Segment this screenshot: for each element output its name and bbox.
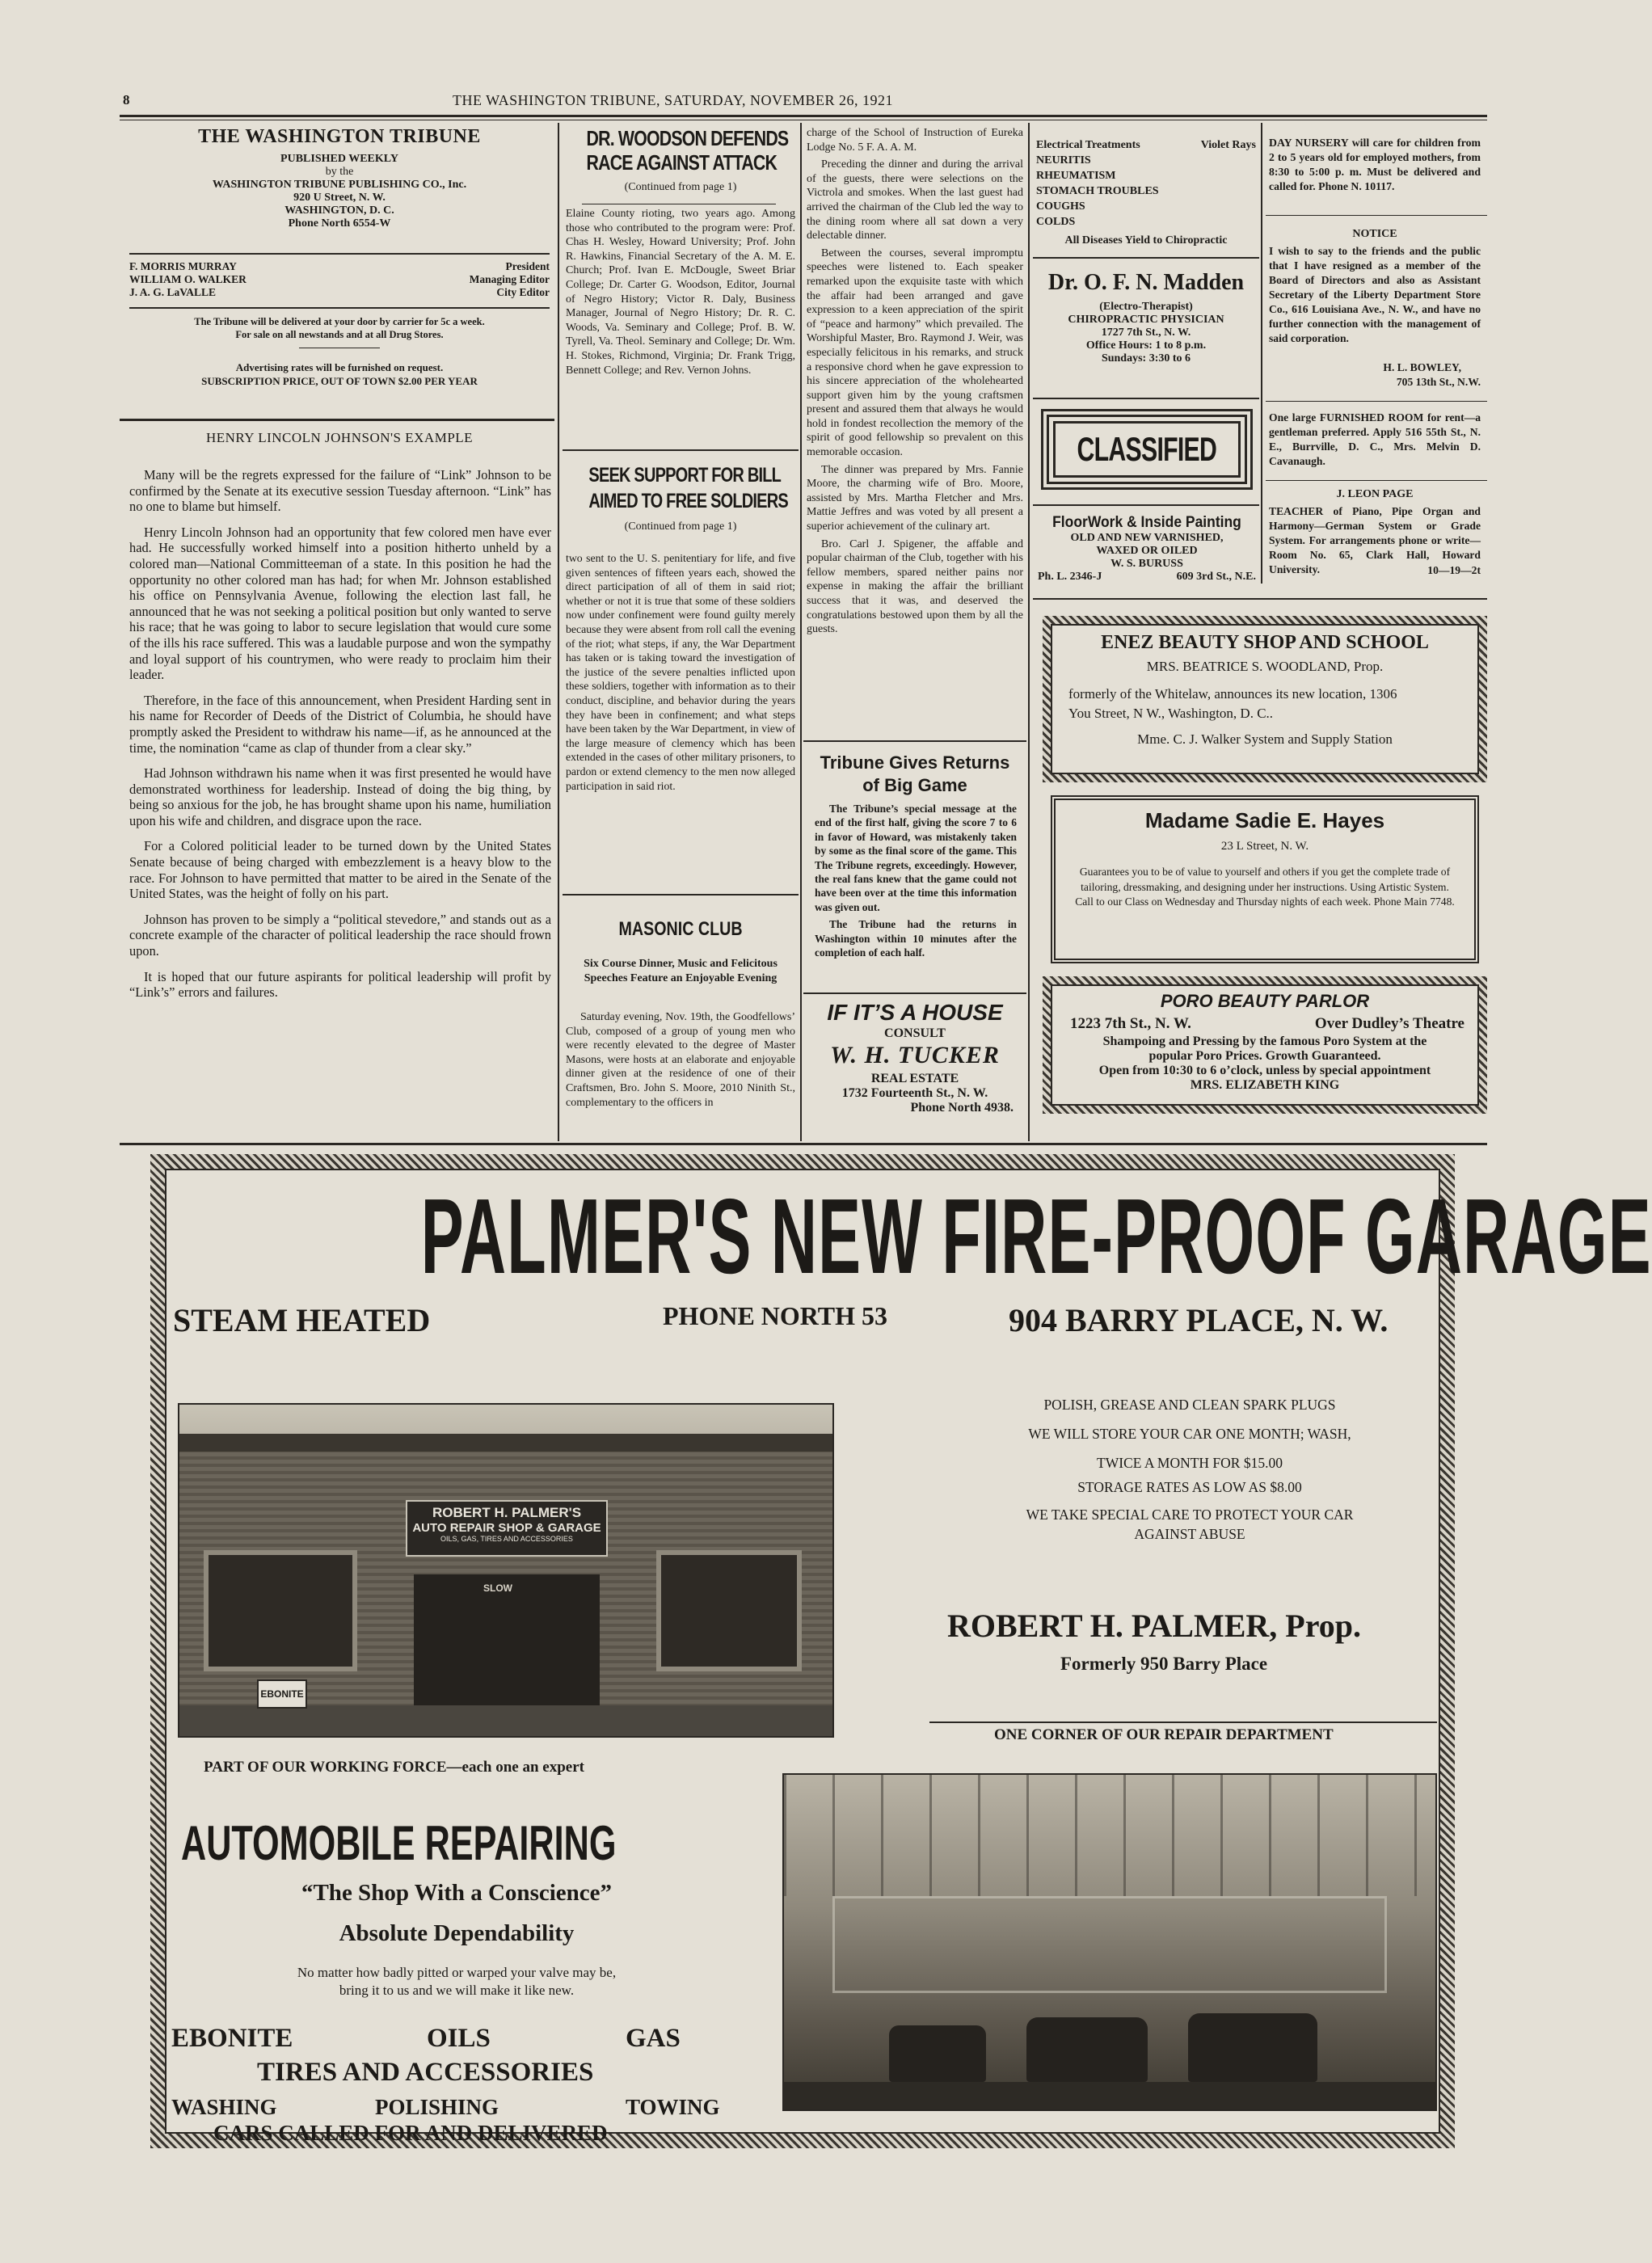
tucker-phone: Phone North 4938. — [910, 1101, 1014, 1115]
madden-hours: Sundays: 3:30 to 6 — [1101, 352, 1191, 365]
garage-service: WE TAKE SPECIAL CARE TO PROTECT YOUR CAR — [1026, 1507, 1354, 1523]
madden-ailment: COLDS — [1036, 216, 1076, 228]
madden-treat: Electrical Treatments — [1036, 139, 1140, 151]
game-paragraph: The Tribune had the returns in Washington within 10 minutes after the completion of each half. — [815, 918, 1017, 959]
section-rule — [1266, 480, 1487, 481]
staff-row — [129, 260, 550, 273]
soldiers-headline: SEEK SUPPORT FOR BILL — [588, 464, 782, 487]
buruss-name: W. S. BURUSS — [1110, 558, 1183, 570]
madden-treatments — [1036, 137, 1256, 153]
editorial-paragraph: Therefore, in the face of this announcement, when President Harding sent in his name for Recorder of Deeds of the District of Columbia, he should have promptly asked the President to withdraw his name—if, as he announced at the time, the nomination “came as clap of thunder from a clear sky.” — [129, 692, 551, 756]
madden-treat: Violet Rays — [1200, 139, 1256, 151]
madden-name: Dr. O. F. N. Madden — [1047, 270, 1245, 295]
subscription-price: SUBSCRIPTION PRICE, OUT OF TOWN $2.00 PER YEAR — [201, 375, 478, 387]
notice-title: NOTICE — [1352, 228, 1397, 240]
staff-name: F. MORRIS MURRAY — [129, 260, 237, 272]
garage-service: WE WILL STORE YOUR CAR ONE MONTH; WASH, — [1028, 1426, 1351, 1442]
staff-role: Managing Editor — [469, 273, 550, 285]
masthead-line: WASHINGTON TRIBUNE PUBLISHING CO., Inc. — [212, 179, 467, 191]
masonic-deck: Six Course Dinner, Music and Felicitous Speeches Feature an Enjoyable Evening — [584, 958, 778, 984]
game-article — [807, 752, 1023, 797]
service-delivered: CARS CALLED FOR AND DELIVERED — [213, 2121, 608, 2145]
masthead — [129, 126, 550, 230]
nursery-ad: DAY NURSERY will care for children from 2 to 5 years old for employed mothers, from 8:30 to 5:00 p. m. Must be delivered and called for. Phone N. 10117. — [1269, 137, 1481, 192]
garage-service: AGAINST ABUSE — [1134, 1526, 1245, 1542]
column-rule — [1261, 123, 1262, 584]
product-gas: GAS — [626, 2024, 681, 2053]
editorial-paragraph: Henry Lincoln Johnson had an opportunity that few colored men have ever had. He successfully worked himself into a position hitherto unheld by a colored man—National Committeeman of a state. In this position he had the opportunity no other colored man has had; for when Mr. Johnson established his office on Pennsylvania Avenue, following the election last fall, he announced that he was not seeking a political position but only wanted to serve his race; that he was going to labor to secure legislation that would cure some of the ills his race suffered. This was a laudable purpose and won the sympathy and loyal support of his countrymen, who were ready to proclaim him their leader. — [129, 524, 551, 683]
madden-ailment: COUGHS — [1036, 200, 1085, 213]
soldiers-article — [566, 462, 795, 533]
section-rule — [120, 1143, 1487, 1145]
enez-line: Mme. C. J. Walker System and Supply Station — [1137, 731, 1393, 747]
poro-ad — [1051, 984, 1479, 1106]
soldiers-headline-2: AIMED TO FREE SOLDIERS — [588, 490, 788, 512]
photo-window — [656, 1550, 802, 1671]
repair-dependability: Absolute Dependability — [339, 1920, 575, 1946]
poro-line: popular Poro Prices. Growth Guaranteed. — [1148, 1049, 1381, 1063]
masthead-title: THE WASHINGTON TRIBUNE — [198, 126, 481, 147]
caption-repair-department: ONE CORNER OF OUR REPAIR DEPARTMENT — [994, 1726, 1334, 1743]
poro-line: Shampoing and Pressing by the famous Poro System at the — [1102, 1035, 1427, 1048]
masthead-rule — [129, 307, 550, 309]
tucker-line: IF IT’S A HOUSE — [827, 1000, 1003, 1025]
photo-floor — [784, 2082, 1435, 2109]
section-rule — [120, 419, 554, 421]
editorial-title: HENRY LINCOLN JOHNSON'S EXAMPLE — [205, 430, 474, 445]
masonic-headline: MASONIC CLUB — [618, 918, 743, 940]
repair-department-photo — [782, 1773, 1437, 2111]
editorial-paragraph: Many will be the regrets expressed for the failure of “Link” Johnson to be confirmed by the Senate at its executive session Tuesday afternoon. “Link” has no one to blame but himself. — [129, 467, 551, 515]
service-towing: TOWING — [626, 2095, 720, 2119]
hayes-title: Madame Sadie E. Hayes — [1144, 808, 1385, 832]
game-paragraph: The Tribune’s special message at the end of the first half, giving the score 7 to 6 in favor of Howard, was mistakenly taken by some as the final score of the game. This The Tribune regrets, exceedingly. However, the real fans knew that the game could not have been over at the time this information was given out. — [815, 803, 1017, 913]
masonic-continuation — [807, 126, 1023, 640]
photo-cornice — [179, 1434, 832, 1452]
page-number: 8 — [123, 92, 130, 107]
masonic-paragraph: The dinner was prepared by Mrs. Fannie Moore, the charming wife of Bro. Moore, assisted by Mrs. Martha Fletcher and Mrs. Mattie Jeffres and was voted by all present a superior achievement of the culinary art. — [807, 463, 1023, 533]
garage-proprietor: ROBERT H. PALMER, Prop. — [947, 1608, 1361, 1644]
page-ad-name: J. LEON PAGE — [1336, 488, 1414, 500]
photo-window — [204, 1550, 357, 1671]
poro-address — [1052, 1012, 1477, 1033]
editorial-paragraph: It is hoped that our future aspirants for political leadership will profit by “Link’s” errors and failures. — [129, 968, 551, 1001]
tucker-line: REAL ESTATE — [870, 1072, 959, 1085]
buruss-phone: Ph. L. 2346-J — [1038, 571, 1102, 583]
section-rule — [563, 449, 799, 451]
garage-storefront-photo — [178, 1403, 834, 1738]
garage-steam: STEAM HEATED — [173, 1302, 431, 1338]
caption-working-force: PART OF OUR WORKING FORCE—each one an expert — [204, 1759, 584, 1776]
madden-ailment: RHEUMATISM — [1036, 170, 1116, 182]
madden-ailment: NEURITIS — [1036, 154, 1091, 166]
tucker-name: W. H. TUCKER — [830, 1042, 1000, 1068]
notice-signature — [1269, 360, 1481, 390]
repair-valve — [162, 1964, 752, 2000]
enez-ad — [1051, 624, 1479, 774]
poro-addr: Over Dudley’s Theatre — [1314, 1015, 1464, 1032]
garage-services — [967, 1390, 1413, 1544]
woodson-headline-2: RACE AGAINST ATTACK — [586, 150, 778, 175]
notice-sig: 705 13th St., N.W. — [1396, 376, 1481, 388]
madden-hours: Office Hours: 1 to 8 p.m. — [1085, 339, 1207, 352]
enez-prop: MRS. BEATRICE S. WOODLAND, Prop. — [1146, 659, 1384, 674]
tucker-line: CONSULT — [884, 1026, 946, 1040]
staff-name: WILLIAM O. WALKER — [129, 273, 247, 285]
woodson-article — [566, 126, 795, 194]
garage-address: 904 BARRY PLACE, N. W. — [1009, 1302, 1389, 1338]
photo-wall — [832, 1896, 1387, 1993]
photo-beams — [784, 1775, 1435, 1896]
classified-label: CLASSIFIED — [1077, 430, 1217, 468]
photo-ebonite-sign: EBONITE — [257, 1679, 307, 1709]
masonic-paragraph: Preceding the dinner and during the arrival of the guests, there were selections on the Victrola and smokes. When the last guest had arrived the chairman of the Club led the way to the dining room where all sat down a very delectable dinner. — [807, 158, 1023, 242]
garage-headline-wrap — [166, 1177, 1652, 1296]
madden-title: (Electro-Therapist) — [1099, 301, 1193, 313]
woodson-body: Elaine County rioting, two years ago. Among those who contributed to the program were: Prof. Chas H. Wesley, Howard University; Prof. John R. Hawkins, Financial Secretary of the A. M. E. Church; Prof. Ivan E. McDougle, Sweet Briar College; Dr. Carter G. Woodson, Editor, Journal of Negro History; Victor R. Daly, Business Manager, Journal of Negro History; Dr. R. C. Woods, Va. Seminary and College; Prof. B. W. Tyrell, Va. Theol. Seminary and College; Dr. Wm. H. Stokes, Richmond, Virginia; Dr. Frank Trigg, Bennett College; and Rev. Vernon Johns. — [566, 208, 795, 377]
dateline: THE WASHINGTON TRIBUNE, SATURDAY, NOVEMBER 26, 1921 — [453, 92, 894, 108]
notice-sig: H. L. BOWLEY, — [1383, 361, 1461, 373]
soldiers-body: two sent to the U. S. penitentiary for life, and five given sentences of fifteen years each, showed the direct participation of all of them in said riot; whether or not it is true that some of these soldiers now under confinement were found guilty merely because they were absent from roll call the evening of the riot; what steps, if any, the War Department has taken or is taking toward the investigation of the justice of the severe penalties inflicted upon these soldiers, together with information as to their conduct, discipline, and behavior during the years they have been in confinement; and what steps have been taken by the War Department, in view of the large measure of clemency which has been extended in the cases of other military prisoners, to pardon or extend clemency to the men now alleged participation in said riot. — [566, 552, 795, 792]
furnished-ad: One large FURNISHED ROOM for rent—a gentleman preferred. Apply 516 55th St., N. E., Burrville, D. C., Mrs. Melvin D. Cavanaugh. — [1269, 411, 1481, 467]
garage-service: POLISH, GREASE AND CLEAN SPARK PLUGS — [1043, 1397, 1336, 1413]
garage-headline: PALMER'S NEW FIRE-PROOF GARAGE — [420, 1177, 1652, 1296]
section-rule — [1033, 504, 1259, 506]
madden-ailment: STOMACH TROUBLES — [1036, 185, 1159, 197]
column-rule — [800, 123, 802, 1141]
section-rule — [803, 740, 1026, 742]
photo-shop-sign — [406, 1500, 608, 1557]
photo-sidewalk — [179, 1705, 832, 1736]
madden-address: 1727 7th St., N. W. — [1101, 327, 1191, 339]
buruss-line: WAXED OR OILED — [1096, 545, 1198, 557]
hayes-address: 23 L Street, N. W. — [1220, 840, 1309, 853]
masthead-rule — [129, 253, 550, 255]
staff-list — [129, 260, 550, 299]
masthead-line: 920 U Street, N. W. — [293, 192, 386, 204]
section-rule — [1266, 401, 1487, 402]
buruss-contact — [1035, 571, 1259, 584]
delivery-info — [129, 315, 550, 341]
delivery-line: The Tribune will be delivered at your door by carrier for 5c a week. — [194, 316, 485, 327]
editorial-paragraph: For a Colored politicial leader to be turned down by the United States Senate because of being charged with embezzlement is a heavy blow to the race. For Johnson to have permitted that matter to be aired in the Senate of the United States, was the height of folly on his part. — [129, 838, 551, 902]
service-washing: WASHING — [171, 2095, 277, 2119]
editorial-paragraph: Johnson has proven to be simply a “political stevedore,” and stands out as a concrete example of the character of political leadership the race should frown upon. — [129, 911, 551, 959]
enez-line: formerly of the Whitelaw, announces its new location, 1306 — [1068, 686, 1397, 702]
editorial-body — [129, 467, 551, 1004]
masthead-line: PUBLISHED WEEKLY — [280, 153, 398, 165]
photo-sign-line: OILS, GAS, TIRES AND ACCESSORIES — [440, 1535, 573, 1543]
madden-title: CHIROPRACTIC PHYSICIAN — [1068, 314, 1224, 326]
photo-car — [1026, 2017, 1148, 2082]
poro-line: MRS. ELIZABETH KING — [1190, 1078, 1340, 1092]
tucker-address: 1732 Fourteenth St., N. W. — [841, 1086, 988, 1100]
buruss-ad — [1035, 514, 1259, 584]
photo-slow-sign: SLOW — [483, 1582, 512, 1594]
section-rule — [803, 992, 1026, 994]
photo-car — [1188, 2013, 1317, 2082]
game-headline-2: of Big Game — [862, 775, 967, 795]
masthead-line: by the — [325, 166, 354, 178]
staff-name: J. A. G. LaVALLE — [129, 286, 217, 298]
woodson-headline: DR. WOODSON DEFENDS — [586, 126, 789, 150]
product-oils: OILS — [427, 2024, 491, 2053]
page-ad-code: 10—19—2t — [1427, 564, 1481, 576]
editorial-paragraph: Had Johnson withdrawn his name when it was first presented he would have demonstrated worthiness for leadership. Instead of doing the big thing, by being so anxious for the job, he has brought shame upon his name, humiliation upon his wife and children, and disgrace upon the race. — [129, 765, 551, 828]
photo-sign-line: ROBERT H. PALMER'S — [432, 1505, 582, 1520]
repair-slogan: “The Shop With a Conscience” — [301, 1880, 613, 1906]
game-headline: Tribune Gives Returns — [820, 752, 1010, 773]
woodson-continued: (Continued from page 1) — [624, 181, 737, 193]
notice-body: I wish to say to the friends and the public that I have resigned as a member of the Board of Directors and also as Assistant Secretary of the Liberty Department Store Co., 616 Louisiana Ave., N. W., and have no further connection with the management of said corporation. — [1269, 245, 1481, 344]
delivery-line: For sale on all newstands and at all Drug Stores. — [235, 329, 444, 340]
poro-line: Open from 10:30 to 6 o’clock, unless by special appointment — [1098, 1064, 1431, 1077]
product-tires: TIRES AND ACCESSORIES — [257, 2058, 594, 2087]
caption-rule — [929, 1721, 1437, 1723]
ad-rates: Advertising rates will be furnished on request. — [235, 361, 444, 373]
buruss-address: 609 3rd St., N.E. — [1176, 571, 1256, 583]
rates-info — [129, 360, 550, 388]
buruss-headline: FloorWork & Inside Painting — [1052, 514, 1241, 531]
garage-service: TWICE A MONTH FOR $15.00 — [1097, 1455, 1283, 1471]
enez-title: ENEZ BEAUTY SHOP AND SCHOOL — [1101, 632, 1429, 653]
game-body — [815, 802, 1017, 963]
repair-headline: AUTOMOBILE REPAIRING — [181, 1816, 617, 1870]
product-ebonite: EBONITE — [171, 2024, 293, 2053]
garage-phone: PHONE NORTH 53 — [663, 1301, 887, 1330]
masthead-line: Phone North 6554-W — [288, 217, 391, 230]
column-rule — [558, 123, 559, 1141]
classified-box — [1041, 409, 1253, 490]
section-rule — [1266, 215, 1487, 216]
page-ad-body: TEACHER of Piano, Pipe Organ and Harmony—German System or Grade System. For arrangements phone or write—Room No. 65, Clark Hall, Howard University. — [1269, 505, 1481, 575]
buruss-line: OLD AND NEW VARNISHED, — [1070, 532, 1224, 544]
tucker-ad — [807, 999, 1023, 1115]
section-rule — [1033, 398, 1259, 399]
section-rule — [563, 894, 799, 896]
garage-formerly: Formerly 950 Barry Place — [1060, 1654, 1268, 1674]
repair-valve-line: No matter how badly pitted or warped your valve may be, — [297, 1965, 617, 1980]
masonic-paragraph: Between the courses, several impromptu speeches were listened to. Each speaker remarked upon the exquisite taste with which the affair had been arranged and gave expression to a keen appreciation of the spirit of “peace and harmony” which prevailed. The Worshipful Master, Bro. Raymond J. Weir, was especially felicitous in his remarks, and struck a responsive chord when he gave expression to his sincere appreciation of the wholehearted support given him by the young craftsmen present and assured them that always he would hold in fondest recollection the memory of the spirit of good fellowship so prevalent on this memorable occasion. — [807, 247, 1023, 459]
photo-car — [889, 2025, 986, 2082]
madden-yield: All Diseases Yield to Chiropractic — [1064, 234, 1228, 247]
column-rule — [1028, 123, 1030, 1141]
masonic-paragraph: Bro. Carl J. Spigener, the affable and popular chairman of the Club, together with his fellow members, spared neither pains nor expense in making the affair the brilliant success that it was, and deserved the congratulations bestowed upon them by all the guests. — [807, 537, 1023, 636]
soldiers-continued: (Continued from page 1) — [624, 520, 737, 533]
madden-card — [1036, 268, 1256, 365]
hayes-body: Guarantees you to be of value to yourself and others if you get the complete trade of tailoring, dressmaking, and designing under her instructions. Using Artistic System. Call to our Class on Wednesday and Thursday nights of each week. Phone Main 7748. — [1075, 866, 1455, 908]
header-rule — [120, 115, 1487, 117]
masthead-line: WASHINGTON, D. C. — [284, 204, 394, 217]
madden-ad — [1036, 137, 1256, 248]
section-rule — [1033, 257, 1259, 259]
service-polishing: POLISHING — [375, 2095, 499, 2119]
enez-line: You Street, N W., Washington, D. C.. — [1068, 706, 1274, 721]
masonic-paragraph: charge of the School of Instruction of Eureka Lodge No. 5 F. A. A. M. — [807, 127, 1023, 154]
section-rule — [1033, 598, 1487, 600]
staff-row — [129, 286, 550, 299]
staff-role: City Editor — [496, 286, 550, 298]
staff-role: President — [505, 260, 550, 272]
poro-title: PORO BEAUTY PARLOR — [1160, 991, 1370, 1011]
poro-addr: 1223 7th St., N. W. — [1070, 1015, 1191, 1032]
masonic-body: Saturday evening, Nov. 19th, the Goodfellows’ Club, composed of a group of young men who were recently elevated to the degree of Master Masons, were hosts at an elaborate and enjoyable dinner given at the residence of one of their Craftsmen, Bro. John S. Moore, 2010 Ninith St., complementary to the officers in — [566, 1011, 795, 1109]
staff-row — [129, 273, 550, 286]
repair-valve-line: bring it to us and we will make it like new. — [339, 1983, 575, 1998]
hayes-ad — [1051, 795, 1479, 963]
photo-sign-line: AUTO REPAIR SHOP & GARAGE — [412, 1521, 601, 1535]
garage-service: STORAGE RATES AS LOW AS $8.00 — [1077, 1479, 1302, 1495]
